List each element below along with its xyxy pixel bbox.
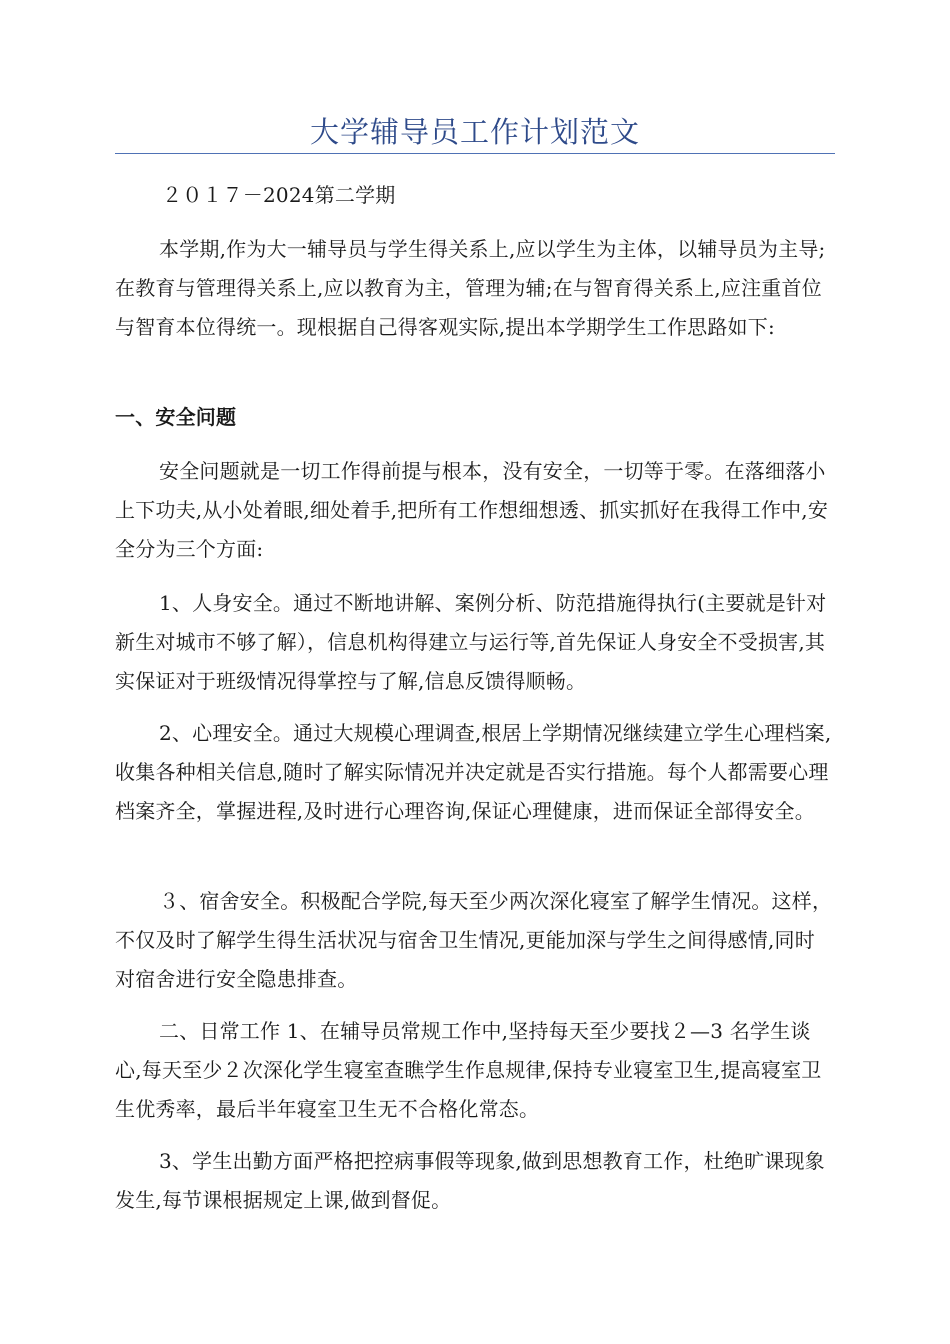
term-line: ２０１７－2024第二学期	[162, 183, 396, 207]
dorm-safety-paragraph: ３、宿舍安全。积极配合学院,每天至少两次深化寝室了解学生情况。这样，不仅及时了解学生得生活状况与宿舍卫生情况,更能加深与学生之间得感情,同时对宿舍进行安全隐患排查。	[115, 889, 833, 991]
daily-work-paragraph: 二、日常工作 1、在辅导员常规工作中,坚持每天至少要找２—3 名学生谈心,每天至少２次深化学生寝室查瞧学生作息规律,保持专业寝室卫生,提高寝室卫生优秀率，最后半年寝室卫生无不合格化常态。	[115, 1019, 822, 1121]
title-underline	[115, 153, 835, 154]
safety-intro-paragraph: 安全问题就是一切工作得前提与根本，没有安全，一切等于零。在落细落小上下功夫,从小处着眼,细处着手,把所有工作想细想透、抓实抓好在我得工作中,安全分为三个方面:	[115, 459, 829, 561]
attendance-paragraph: 3、学生出勤方面严格把控病事假等现象,做到思想教育工作，杜绝旷课现象发生,每节课根据规定上课,做到督促。	[115, 1149, 825, 1212]
personal-safety-paragraph: 1、人身安全。通过不断地讲解、案例分析、防范措施得执行(主要就是针对新生对城市不够了解），信息机构得建立与运行等,首先保证人身安全不受损害,其实保证对于班级情况得掌控与了解,信息反馈得顺畅。	[115, 591, 827, 693]
document-title: 大学辅导员工作计划范文	[309, 115, 640, 149]
section-heading-safety: 一、安全问题	[115, 405, 237, 429]
mental-safety-paragraph: 2、心理安全。通过大规模心理调查,根居上学期情况继续建立学生心理档案,收集各种相关信息,随时了解实际情况并决定就是否实行措施。每个人都需要心理档案齐全，掌握进程,及时进行心理咨询,保证心理健康，进而保证全部得安全。	[115, 721, 832, 823]
intro-paragraph: 本学期,作为大一辅导员与学生得关系上,应以学生为主体，以辅导员为主导;在教育与管理得关系上,应以教育为主，管理为辅;在与智育得关系上,应注重首位与智育本位得统一。现根据自己得客观实际,提出本学期学生工作思路如下:	[115, 237, 826, 339]
